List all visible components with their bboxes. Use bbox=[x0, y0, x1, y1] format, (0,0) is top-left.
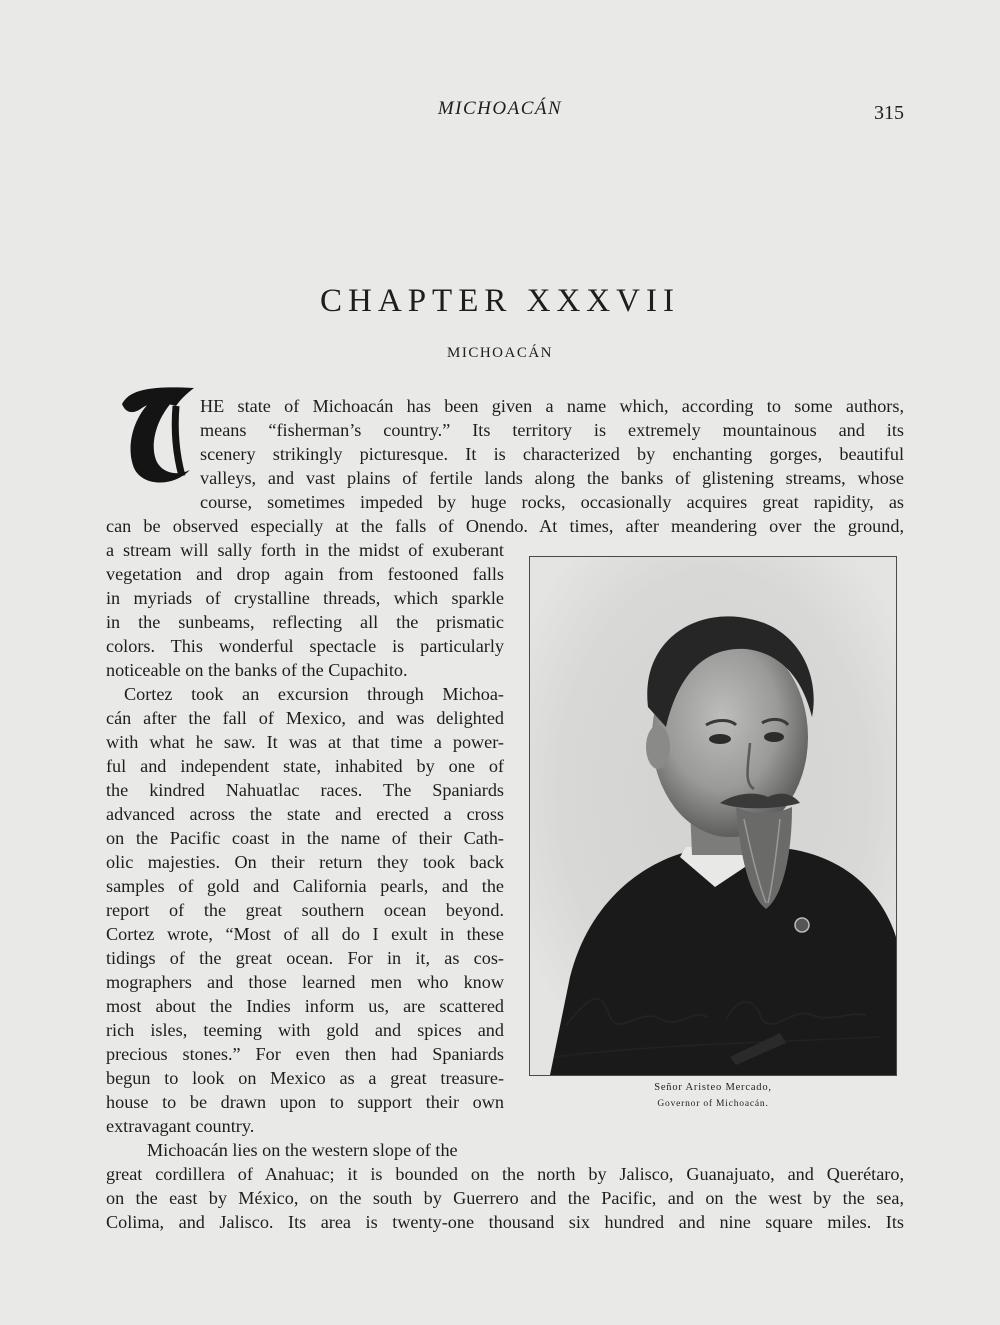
page-number: 315 bbox=[874, 102, 904, 124]
text-line-22: report of the great southern ocean beyond. bbox=[106, 900, 504, 920]
text-line-23: Cortez wrote, “Most of all do I exult in these bbox=[106, 924, 504, 944]
text-line-19: on the Pacific coast in the name of their Cath- bbox=[106, 828, 504, 848]
text-line-25: mographers and those learned men who know bbox=[106, 972, 504, 992]
text-line-6: can be observed especially at the falls of Onendo. At times, after meandering over the ground, bbox=[106, 516, 904, 536]
drop-cap-letter: T bbox=[16, 280, 17, 281]
text-line-21: samples of gold and California pearls, and the bbox=[106, 876, 504, 896]
text-line-31: extravagant country. bbox=[106, 1116, 255, 1136]
portrait-caption-line-2: Governor of Michoacán. bbox=[657, 1099, 769, 1109]
text-line-8: vegetation and drop again from festooned falls bbox=[106, 564, 504, 584]
text-line-35: Colima, and Jalisco. Its area is twenty-one thousand six hundred and nine square miles. Its bbox=[106, 1212, 904, 1232]
text-line-28: precious stones.” For even then had Spaniards bbox=[106, 1044, 504, 1064]
text-line-32: Michoacán lies on the western slope of the bbox=[147, 1140, 458, 1160]
text-line-26: most about the Indies inform us, are scattered bbox=[106, 996, 504, 1016]
portrait-caption-line-1: Señor Aristeo Mercado, bbox=[654, 1082, 772, 1093]
text-line-4: valleys, and vast plains of fertile lands along the banks of glistening streams, whose bbox=[200, 468, 904, 488]
text-line-29: begun to look on Mexico as a great treasure- bbox=[106, 1068, 504, 1088]
chapter-title: CHAPTER XXXVII bbox=[320, 283, 680, 319]
text-line-16: ful and independent state, inhabited by one of bbox=[106, 756, 504, 776]
text-line-5: course, sometimes impeded by huge rocks, occasionally acquires great rapidity, as bbox=[200, 492, 904, 512]
text-line-15: with what he saw. It was at that time a power- bbox=[106, 732, 504, 752]
chapter-subtitle: MICHOACÁN bbox=[446, 345, 553, 361]
drop-cap bbox=[16, 280, 198, 488]
text-line-13: Cortez took an excursion through Michoa- bbox=[124, 684, 504, 704]
text-line-14: cán after the fall of Mexico, and was delighted bbox=[106, 708, 504, 728]
text-line-1: HE state of Michoacán has been given a name which, according to some authors, bbox=[200, 396, 904, 416]
text-line-30: house to be drawn upon to support their own bbox=[106, 1092, 504, 1112]
text-line-10: in the sunbeams, reflecting all the prismatic bbox=[106, 612, 504, 632]
portrait-signature: Aristeo Mercado bbox=[330, 357, 337, 358]
text-line-33: great cordillera of Anahuac; it is bounded on the north by Jalisco, Guanajuato, and Querétaro, bbox=[106, 1164, 904, 1184]
text-line-12: noticeable on the banks of the Cupachito. bbox=[106, 660, 408, 680]
text-line-34: on the east by México, on the south by Guerrero and the Pacific, and on the west by the sea, bbox=[106, 1188, 904, 1208]
text-line-27: rich isles, teeming with gold and spices and bbox=[106, 1020, 504, 1040]
text-line-18: advanced across the state and erected a cross bbox=[106, 804, 504, 824]
text-line-17: the kindred Nahuatlac races. The Spaniards bbox=[106, 780, 504, 800]
text-line-20: olic majesties. On their return they took back bbox=[106, 852, 504, 872]
text-line-24: tidings of the great ocean. For in it, as cos- bbox=[106, 948, 504, 968]
text-line-11: colors. This wonderful spectacle is particularly bbox=[106, 636, 504, 656]
text-line-9: in myriads of crystalline threads, which sparkle bbox=[106, 588, 504, 608]
text-line-2: means “fisherman’s country.” Its territory is extremely mountainous and its bbox=[200, 420, 904, 440]
running-head: MICHOACÁN bbox=[437, 98, 563, 119]
text-line-7: a stream will sally forth in the midst of exuberant bbox=[106, 540, 504, 560]
text-line-3: scenery strikingly picturesque. It is characterized by enchanting gorges, beautiful bbox=[200, 444, 904, 464]
